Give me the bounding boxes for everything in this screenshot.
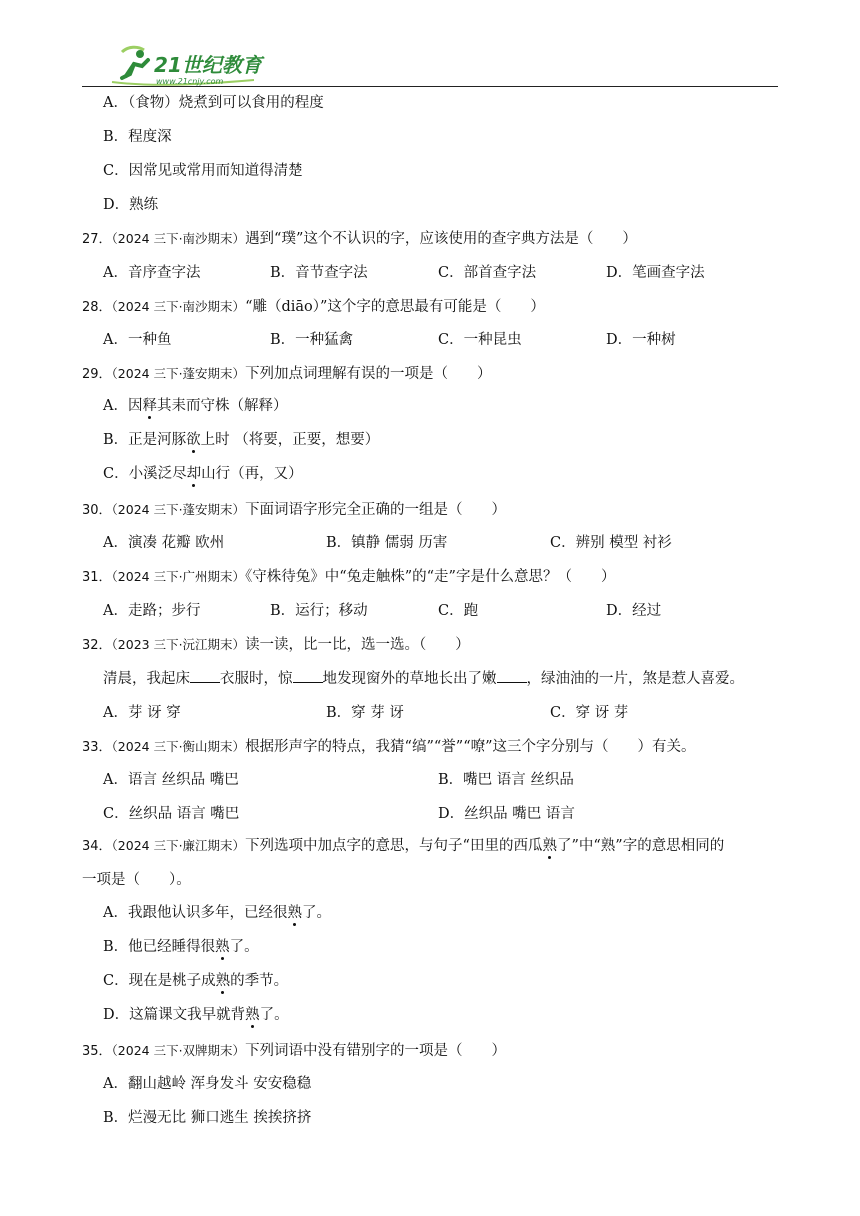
question-source: （2024 三下·蓬安期末） bbox=[111, 366, 246, 381]
logo-21cnjy bbox=[104, 42, 274, 88]
question-33 bbox=[82, 737, 696, 758]
option-b: B．正是河豚欲上时 （将要，正要，想要） bbox=[103, 432, 380, 448]
option-d: D．笔画查字法 bbox=[606, 265, 705, 281]
option-b: B．穿 芽 讶 bbox=[326, 705, 404, 721]
option-a: A．语言 丝织品 嘴巴 bbox=[103, 772, 239, 788]
question-source: （2024 三下·蓬安期末） bbox=[111, 502, 246, 517]
dotted-char: 释 bbox=[142, 398, 157, 414]
option-c: C．部首查字法 bbox=[438, 265, 537, 281]
option-b: B．一种猛禽 bbox=[270, 332, 354, 348]
option-b: B．音节查字法 bbox=[270, 265, 368, 281]
question-number: 30． bbox=[82, 503, 112, 518]
page-header bbox=[82, 36, 778, 88]
question-32 bbox=[82, 635, 470, 656]
question-text: 《守株待兔》中“兔走触株”的“走”字是什么意思？（ ） bbox=[245, 569, 616, 585]
question-27 bbox=[82, 229, 637, 250]
blank bbox=[293, 668, 323, 683]
option-b: B．镇静 儒弱 历害 bbox=[326, 535, 448, 551]
question-31 bbox=[82, 567, 615, 588]
question-34-continued: 一项是（ ）。 bbox=[82, 872, 191, 888]
blank bbox=[497, 668, 527, 683]
dotted-char: 却 bbox=[186, 466, 202, 482]
question-number: 31． bbox=[82, 570, 112, 585]
option-a: A．音序查字法 bbox=[103, 265, 201, 281]
question-28 bbox=[82, 297, 545, 318]
question-text: 读一读，比一比，选一选。（ ） bbox=[245, 637, 470, 653]
question-number: 33． bbox=[82, 740, 112, 755]
question-number: 29． bbox=[82, 367, 112, 382]
option-c: C．现在是桃子成熟的季节。 bbox=[103, 973, 289, 989]
question-source: （2024 三下·南沙期末） bbox=[111, 299, 246, 314]
question-text: 根据形声字的特点，我猜“缟”“誉”“嘹”这三个字分别与（ ）有关。 bbox=[245, 739, 696, 755]
option-c: C．丝织品 语言 嘴巴 bbox=[103, 806, 240, 822]
prev-option-c: C．因常见或常用而知道得清楚 bbox=[103, 163, 303, 179]
option-a: A．我跟他认识多年，已经很熟了。 bbox=[103, 905, 331, 921]
dotted-char: 熟 bbox=[245, 1007, 260, 1023]
question-text: 下列加点词理解有误的一项是（ ） bbox=[245, 366, 492, 382]
question-35 bbox=[82, 1041, 506, 1062]
option-b: B．他已经睡得很熟了。 bbox=[103, 939, 259, 955]
question-29 bbox=[82, 364, 492, 385]
option-d: D．这篇课文我早就背熟了。 bbox=[103, 1007, 289, 1023]
option-c: C．跑 bbox=[438, 603, 479, 619]
blank bbox=[190, 668, 220, 683]
prev-option-d: D．熟练 bbox=[103, 197, 159, 213]
question-text: “雕（diāo）”这个字的意思最有可能是（ ） bbox=[245, 299, 545, 315]
question-source: （2024 三下·南沙期末） bbox=[111, 231, 246, 246]
option-b: B．运行；移动 bbox=[270, 603, 368, 619]
question-source: （2024 三下·衡山期末） bbox=[111, 739, 246, 754]
option-d: D．丝织品 嘴巴 语言 bbox=[438, 806, 575, 822]
option-a: A．走路；步行 bbox=[103, 603, 201, 619]
option-b: B．嘴巴 语言 丝织品 bbox=[438, 772, 574, 788]
question-text: 下列词语中没有错别字的一项是（ ） bbox=[245, 1043, 507, 1059]
question-number: 28． bbox=[82, 300, 112, 315]
question-34: 34．（2024 三下·廉江期末）下列选项中加点字的意思，与句子“田里的西瓜熟了”中“熟”字的意思相同的 bbox=[82, 838, 725, 854]
fill-blank-sentence: 清晨，我起床 衣服时，惊 地发现窗外的草地长出了嫩 ，绿油油的一片，煞是惹人喜爱。 bbox=[103, 668, 744, 689]
header-divider bbox=[82, 86, 778, 87]
dotted-char: 熟 bbox=[287, 905, 302, 921]
question-text: 遇到“璞”这个不认识的字，应该使用的查字典方法是（ ） bbox=[245, 231, 637, 247]
option-a: A．因释其耒而守株（解释） bbox=[103, 398, 288, 414]
option-c: C．一种昆虫 bbox=[438, 332, 522, 348]
question-text: 下面词语字形完全正确的一组是（ ） bbox=[245, 502, 507, 518]
question-source: （2024 三下·廉江期末） bbox=[111, 838, 246, 853]
question-number: 32． bbox=[82, 638, 112, 653]
option-d: D．经过 bbox=[606, 603, 662, 619]
prev-option-a: A．（食物）烧煮到可以食用的程度 bbox=[103, 95, 324, 111]
question-source: （2024 三下·广州期末） bbox=[111, 569, 246, 584]
prev-option-b: B．程度深 bbox=[103, 129, 172, 145]
option-c: C．穿 讶 芽 bbox=[550, 705, 629, 721]
option-d: D．一种树 bbox=[606, 332, 676, 348]
dotted-char: 熟 bbox=[542, 838, 557, 854]
dotted-char: 熟 bbox=[215, 939, 230, 955]
question-source: （2023 三下·沅江期末） bbox=[111, 637, 246, 652]
dotted-char: 欲 bbox=[186, 432, 201, 448]
option-a: A．演凑 花瓣 欧州 bbox=[103, 535, 225, 551]
question-number: 35． bbox=[82, 1044, 112, 1059]
option-a: A．一种鱼 bbox=[103, 332, 172, 348]
dotted-char: 熟 bbox=[215, 973, 231, 989]
question-30 bbox=[82, 500, 506, 521]
option-a: A．翻山越岭 浑身发斗 安安稳稳 bbox=[103, 1076, 312, 1092]
option-a: A．芽 讶 穿 bbox=[103, 705, 181, 721]
option-b: B．烂漫无比 狮口逃生 挨挨挤挤 bbox=[103, 1110, 312, 1126]
question-source: （2024 三下·双牌期末） bbox=[111, 1043, 246, 1058]
logo-text: 21世纪教育 bbox=[154, 53, 262, 77]
question-number: 34． bbox=[82, 839, 112, 854]
question-number: 27． bbox=[82, 232, 112, 247]
option-c: C．辨别 模型 衬衫 bbox=[550, 535, 672, 551]
option-c: C．小溪泛尽却山行（再，又） bbox=[103, 466, 303, 482]
logo-url: www.21cnjy.com bbox=[156, 77, 224, 86]
